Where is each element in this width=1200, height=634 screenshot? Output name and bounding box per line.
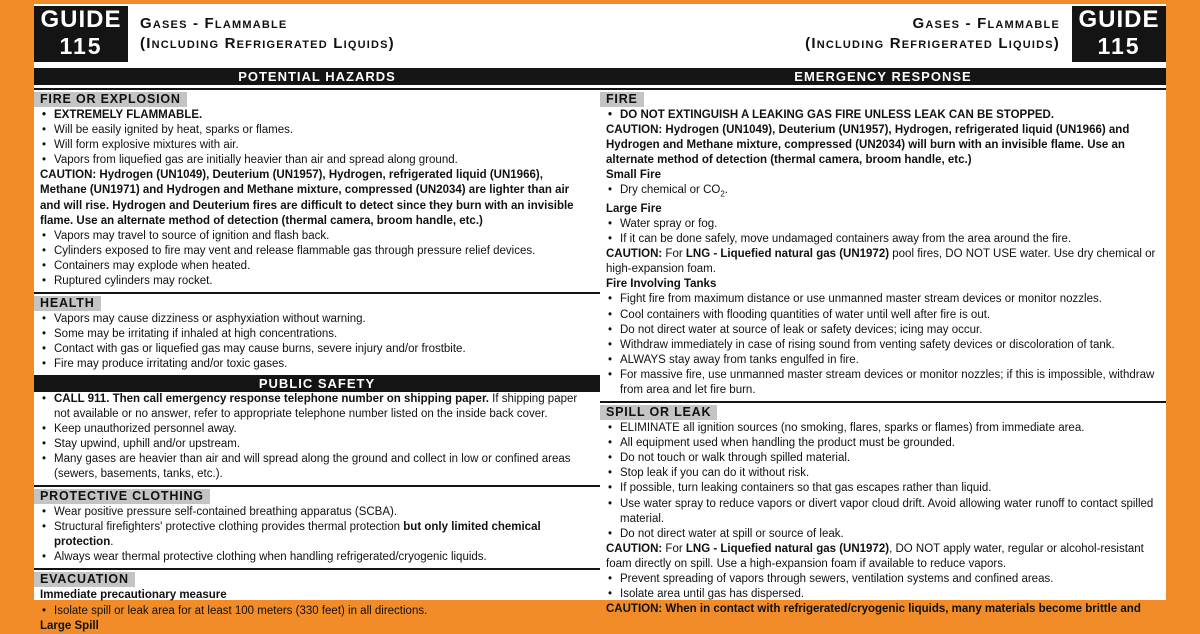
list-item: • ALWAYS stay away from tanks engulfed in fire. — [606, 353, 1158, 368]
list-item: • Vapors may cause dizziness or asphyxiation without warning. — [40, 312, 592, 327]
lng-name: LNG - Liquefied natural gas (UN1972) — [685, 248, 890, 261]
caution-text: For — [662, 248, 686, 261]
caution-note: CAUTION: Hydrogen (UN1049), Deuterium (UN1957), Hydrogen, refrigerated liquid (UN1966), Methane (UN1971) and Hydrogen and Methane mixture, compressed (UN2034) are lighter than air and will rise. Hydrogen and Deuterium fires are difficult to detect since they burn with an invisible flame. Use an alternate method of detection (thermal camera, broom handle, etc.) — [40, 169, 574, 227]
left-header — [34, 4, 600, 66]
list-item: • Many gases are heavier than air and will spread along the ground and collect in low or confined areas (sewers, basements, tanks, etc.). — [40, 452, 592, 482]
section-title: FIRE — [600, 92, 644, 107]
list-item: • Isolate spill or leak area for at least 100 meters (330 feet) in all directions. — [40, 604, 592, 619]
caution-label: CAUTION: — [606, 248, 663, 261]
section-title: SPILL OR LEAK — [600, 405, 717, 420]
guide-title — [805, 14, 1060, 54]
guide-title-line1: Gases - Flammable — [140, 15, 288, 32]
list-item: • Fight fire from maximum distance or use unmanned master stream devices or monitor nozzles. — [606, 292, 1158, 307]
guide-number: 115 — [1097, 33, 1141, 59]
list-item — [40, 392, 592, 422]
caution-label: CAUTION: — [606, 542, 663, 555]
list-item: • Some may be irritating if inhaled at high concentrations. — [40, 327, 592, 342]
list-item: • Fire may produce irritating and/or toxic gases. — [40, 357, 592, 372]
public-safety-section — [34, 392, 600, 483]
list-item: • Prevent spreading of vapors through sewers, ventilation systems and confined areas. — [606, 572, 1158, 587]
list-item: • DO NOT EXTINGUISH A LEAKING GAS FIRE UNLESS LEAK CAN BE STOPPED. — [606, 108, 1158, 123]
guide-label: GUIDE — [1078, 6, 1160, 33]
fire-section — [600, 88, 1166, 398]
call-911-text: CALL 911. Then call emergency response telephone number on shipping paper. — [54, 392, 489, 405]
list-item: • Stay upwind, uphill and/or upstream. — [40, 437, 592, 452]
list-item: • Withdraw immediately in case of rising sound from venting safety devices or discoloration of tank. — [606, 338, 1158, 353]
list-item: • Isolate area until gas has dispersed. — [606, 587, 1158, 602]
list-item: • Do not direct water at source of leak or safety devices; icing may occur. — [606, 323, 1158, 338]
caution-note: CAUTION: When in contact with refrigerated/cryogenic liquids, many materials become brittle and — [606, 603, 1141, 616]
protection-text: Structural firefighters' protective clothing provides thermal protection — [54, 521, 404, 534]
dry-chemical-text: Dry chemical or CO — [620, 184, 721, 197]
list-item: • Will form explosive mixtures with air. — [40, 138, 592, 153]
section-title: EVACUATION — [34, 572, 135, 587]
list-item — [606, 183, 1158, 201]
guide-badge — [1072, 6, 1166, 62]
health-section — [34, 292, 600, 372]
protection-end: . — [110, 536, 114, 549]
list-item: • Stop leak if you can do it without risk. — [606, 466, 1158, 481]
guide-label: GUIDE — [40, 6, 122, 33]
list-item: • Water spray or fog. — [606, 217, 1158, 232]
list-item: • All equipment used when handling the product must be grounded. — [606, 436, 1158, 451]
section-title: FIRE OR EXPLOSION — [34, 92, 187, 107]
potential-hazards-bar: POTENTIAL HAZARDS — [34, 68, 600, 85]
list-item: • ELIMINATE all ignition sources (no smoking, flares, sparks or flames) from immediate area. — [606, 421, 1158, 436]
subheading: Large Fire — [606, 202, 662, 215]
list-item: • Cylinders exposed to fire may vent and release flammable gas through pressure relief devices. — [40, 244, 592, 259]
guide-title-line2: (Including Refrigerated Liquids) — [140, 35, 395, 52]
co2-subscript: 2 — [720, 189, 725, 199]
list-item: • If it can be done safely, move undamaged containers away from the area around the fire. — [606, 232, 1158, 247]
dry-chemical-end: . — [724, 184, 728, 197]
guide-title-line2: (Including Refrigerated Liquids) — [805, 35, 1060, 52]
right-header — [600, 4, 1166, 66]
caution-text: For — [662, 542, 686, 555]
fire-explosion-section — [34, 88, 600, 289]
subheading: Small Fire — [606, 169, 661, 182]
list-item: • Always wear thermal protective clothing when handling refrigerated/cryogenic liquids. — [40, 550, 592, 565]
section-title: HEALTH — [34, 296, 101, 311]
lng-caution — [606, 247, 1158, 277]
emergency-response-bar: EMERGENCY RESPONSE — [600, 68, 1166, 85]
subheading: Fire Involving Tanks — [606, 278, 717, 291]
list-item: • Do not direct water at spill or source of leak. — [606, 527, 1158, 542]
protection-bold: but only limited chemical protection — [54, 521, 541, 549]
caution-text: pool fires, DO NOT USE water. Use dry chemical or high-expansion foam. — [606, 248, 1156, 276]
list-item: • For massive fire, use unmanned master stream devices or monitor nozzles; if this is impossible, withdraw from area and let fire burn. — [606, 368, 1158, 398]
list-item: • Wear positive pressure self-contained breathing apparatus (SCBA). — [40, 505, 592, 520]
caution-note: CAUTION: Hydrogen (UN1049), Deuterium (UN1957), Hydrogen, refrigerated liquid (UN1966) and Hydrogen and Methane mixture, compressed (UN2034) will burn with an invisible flame. Use an alternate method of detection (thermal camera, broom handle, etc.) — [606, 124, 1130, 167]
list-item — [40, 520, 592, 550]
list-item: • Cool containers with flooding quantities of water until well after fire is out. — [606, 308, 1158, 323]
spill-leak-section — [600, 401, 1166, 617]
list-item: • Contact with gas or liquefied gas may cause burns, severe injury and/or frostbite. — [40, 342, 592, 357]
guide-title-line1: Gases - Flammable — [912, 15, 1060, 32]
call-911-rest: If shipping paper not available or no answer, refer to appropriate telephone number listed on the inside back cover. — [54, 392, 578, 420]
guide-number: 115 — [59, 33, 103, 59]
list-item: • EXTREMELY FLAMMABLE. — [40, 108, 592, 123]
list-item: • If possible, turn leaking containers so that gas escapes rather than liquid. — [606, 481, 1158, 496]
list-item: • Use water spray to reduce vapors or divert vapor cloud drift. Avoid allowing water runoff to contact spilled material. — [606, 497, 1158, 527]
public-safety-bar: PUBLIC SAFETY — [34, 375, 600, 392]
guide-badge — [34, 6, 128, 62]
evacuation-section — [34, 568, 600, 633]
list-item: • Containers may explode when heated. — [40, 259, 592, 274]
protective-clothing-section — [34, 485, 600, 565]
list-item: • Vapors from liquefied gas are initially heavier than air and spread along ground. — [40, 153, 592, 168]
left-page — [34, 4, 600, 632]
list-item: • Vapors may travel to source of ignition and flash back. — [40, 229, 592, 244]
lng-name: LNG - Liquefied natural gas (UN1972) — [685, 542, 890, 555]
subheading: Large Spill — [40, 619, 99, 632]
list-item: • Ruptured cylinders may rocket. — [40, 274, 592, 289]
caution-text: , DO NOT apply water, regular or alcohol-resistant foam directly on spill. Use a high-expansion foam if available to reduce vapors. — [606, 542, 1144, 570]
list-item: • Do not touch or walk through spilled material. — [606, 451, 1158, 466]
list-item: • Keep unauthorized personnel away. — [40, 422, 592, 437]
lng-caution — [606, 542, 1158, 572]
right-page — [600, 4, 1166, 616]
section-title: PROTECTIVE CLOTHING — [34, 489, 210, 504]
list-item: • Will be easily ignited by heat, sparks or flames. — [40, 123, 592, 138]
subheading: Immediate precautionary measure — [40, 589, 227, 602]
guide-title — [140, 14, 395, 54]
